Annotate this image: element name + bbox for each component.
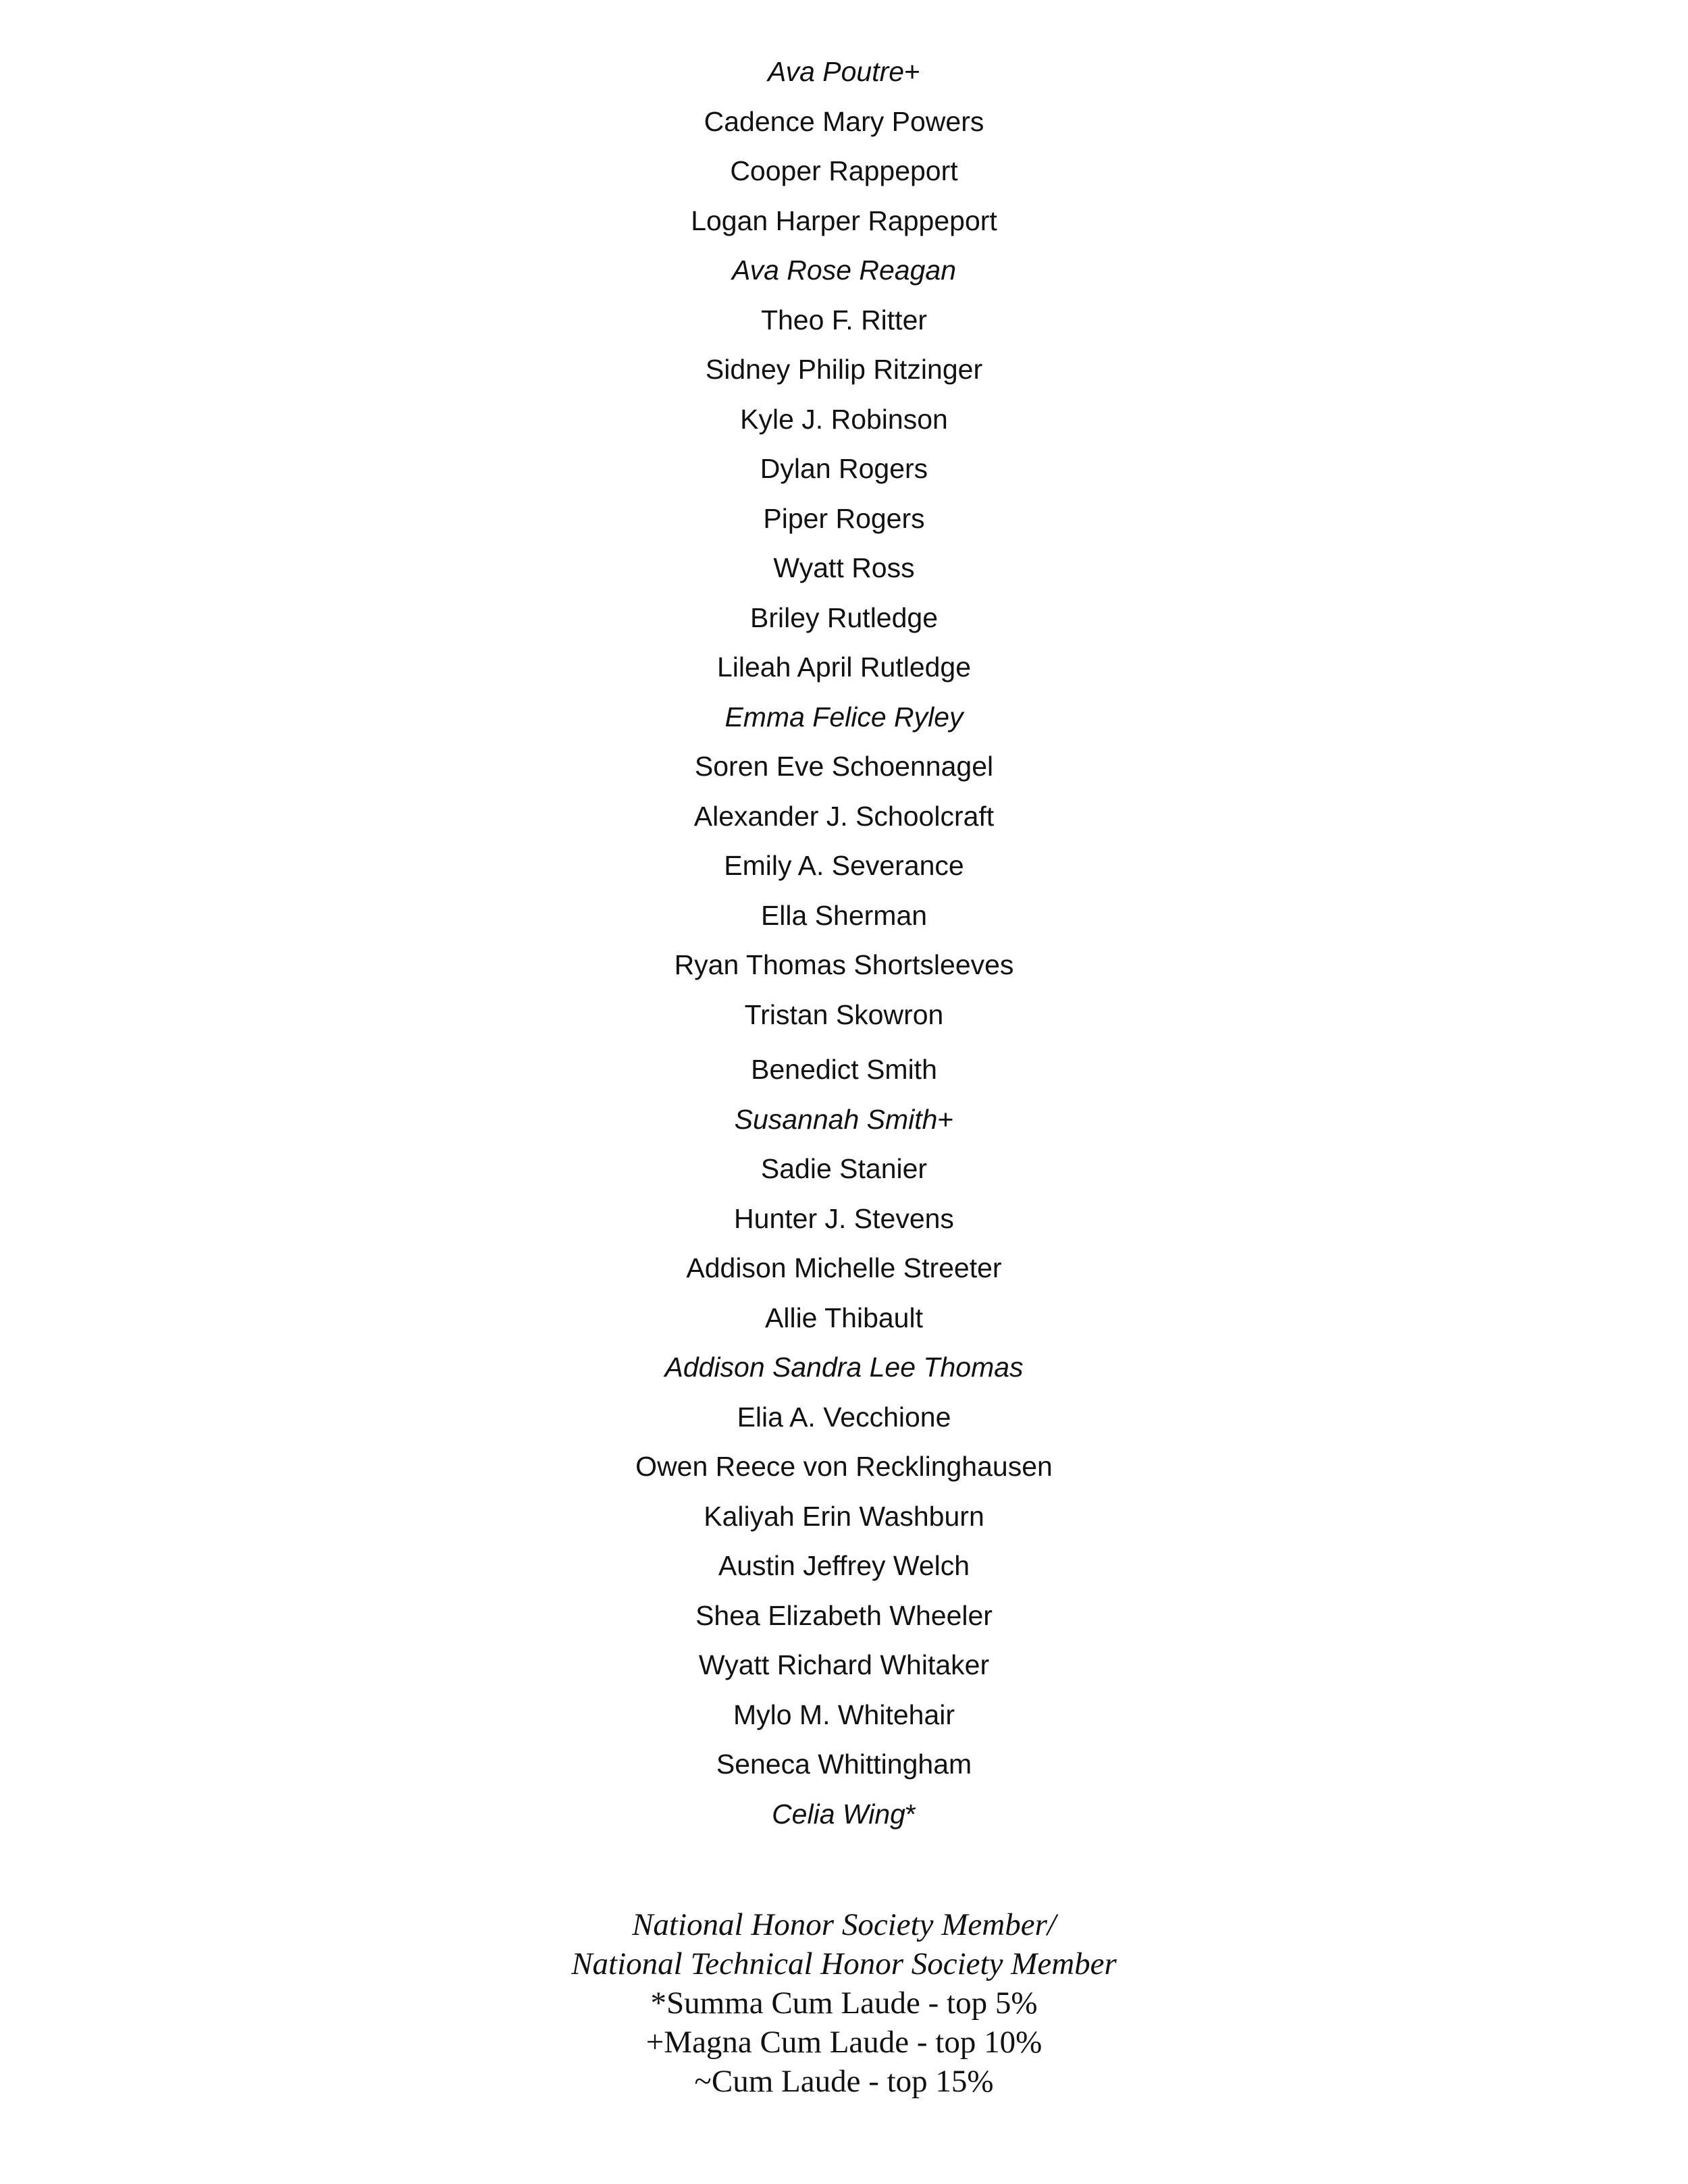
graduate-name	[0, 1244, 1688, 1293]
graduate-name-text: Seneca Whittingham	[716, 1749, 972, 1780]
graduate-name	[0, 792, 1688, 841]
graduate-name	[0, 693, 1688, 742]
graduate-name-text: Susannah Smith	[734, 1103, 938, 1135]
graduate-name-text: Wyatt Richard Whitaker	[698, 1649, 990, 1680]
graduate-name	[0, 1541, 1688, 1591]
graduate-name	[0, 147, 1688, 196]
graduate-name-text: Celia Wing	[772, 1798, 905, 1830]
graduate-name-text: Alexander J. Schoolcraft	[693, 800, 995, 832]
graduate-name-text: Ryan Thomas Shortsleeves	[674, 949, 1014, 980]
graduate-name-text: Logan Harper Rappeport	[691, 205, 997, 236]
graduate-name-text: Ava Poutre	[767, 56, 905, 87]
graduate-name	[0, 1641, 1688, 1690]
graduate-name	[0, 1492, 1688, 1541]
graduate-name	[0, 1045, 1688, 1094]
graduate-name-text: Ava Rose Reagan	[731, 255, 957, 286]
graduate-name	[0, 1393, 1688, 1442]
graduate-name-text: Cooper Rappeport	[730, 155, 958, 186]
graduate-name	[0, 1740, 1688, 1789]
graduate-name-text: Emma Felice Ryley	[724, 701, 964, 733]
graduate-name-text: Elia A. Vecchione	[737, 1401, 951, 1433]
graduate-name	[0, 345, 1688, 394]
graduate-name-text: Ella Sherman	[760, 899, 928, 931]
graduate-name-text: Emily A. Severance	[724, 850, 964, 881]
graduate-name-text: Benedict Smith	[751, 1054, 937, 1085]
honor-mark: +	[937, 1103, 954, 1135]
graduate-name	[0, 1095, 1688, 1144]
graduate-name-text: Sadie Stanier	[760, 1153, 928, 1184]
graduate-name	[0, 1144, 1688, 1194]
graduate-name	[0, 990, 1688, 1040]
graduate-name-text: Cadence Mary Powers	[704, 105, 984, 137]
graduate-name-text: Piper Rogers	[763, 502, 925, 534]
graduate-name-text: Wyatt Ross	[773, 552, 915, 583]
graduate-name-text: Austin Jeffrey Welch	[718, 1550, 970, 1581]
graduate-name	[0, 891, 1688, 940]
graduate-name	[0, 395, 1688, 444]
honor-mark: +	[904, 56, 921, 87]
graduate-name-text: Hunter J. Stevens	[734, 1202, 954, 1234]
graduate-name	[0, 841, 1688, 890]
graduate-name	[0, 1343, 1688, 1392]
graduate-name	[0, 1591, 1688, 1641]
graduate-name	[0, 47, 1688, 97]
graduate-name	[0, 1294, 1688, 1343]
graduate-name-text: Tristan Skowron	[744, 998, 944, 1030]
graduate-name	[0, 1690, 1688, 1740]
graduate-name	[0, 196, 1688, 246]
graduate-name	[0, 543, 1688, 593]
graduate-name	[0, 246, 1688, 295]
graduate-name-text: Briley Rutledge	[749, 602, 939, 633]
graduate-name	[0, 1194, 1688, 1244]
graduate-name-text: Addison Sandra Lee Thomas	[664, 1352, 1024, 1383]
graduate-name-text: Allie Thibault	[765, 1302, 923, 1333]
graduate-name	[0, 742, 1688, 791]
graduate-name	[0, 643, 1688, 692]
graduate-name	[0, 940, 1688, 990]
graduate-name-text: Dylan Rogers	[760, 453, 928, 484]
legend-nhs-line-1: National Honor Society Member/	[632, 1907, 1056, 1942]
honor-mark: *	[905, 1798, 916, 1830]
graduate-name-text: Kaliyah Erin Washburn	[704, 1500, 984, 1532]
graduate-name-text: Addison Michelle Streeter	[686, 1252, 1002, 1283]
graduate-name-text: Kyle J. Robinson	[740, 403, 948, 435]
graduate-name	[0, 444, 1688, 494]
graduate-name-text: Shea Elizabeth Wheeler	[695, 1599, 993, 1631]
graduate-name-text: Soren Eve Schoennagel	[694, 751, 994, 782]
graduate-name	[0, 593, 1688, 643]
graduate-name-text: Lileah April Rutledge	[716, 651, 972, 683]
legend-nhs-line-2: National Technical Honor Society Member	[571, 1946, 1117, 1981]
legend-summa-cum-laude: *Summa Cum Laude - top 5%	[650, 1986, 1038, 2021]
legend-magna-cum-laude: +Magna Cum Laude - top 10%	[645, 2025, 1043, 2060]
graduate-name	[0, 1790, 1688, 1839]
honors-legend	[0, 1905, 1688, 2101]
graduate-name-text: Theo F. Ritter	[760, 304, 928, 336]
graduate-name-text: Owen Reece von Recklinghausen	[635, 1451, 1053, 1482]
graduate-name	[0, 1442, 1688, 1491]
graduate-name	[0, 97, 1688, 147]
graduate-name-text: Sidney Philip Ritzinger	[705, 354, 983, 385]
graduate-name	[0, 296, 1688, 345]
graduate-name-text: Mylo M. Whitehair	[733, 1699, 955, 1730]
legend-cum-laude: ~Cum Laude - top 15%	[694, 2064, 994, 2099]
graduate-name	[0, 494, 1688, 543]
